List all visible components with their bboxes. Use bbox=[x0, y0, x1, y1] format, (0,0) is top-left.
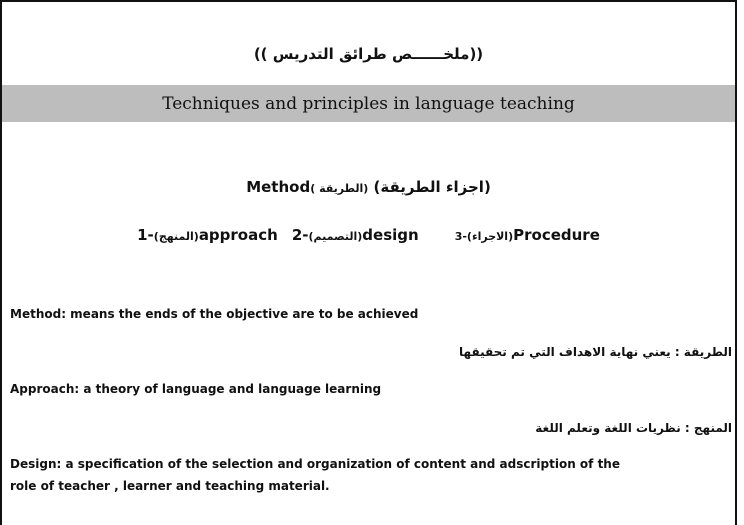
method-parts-ar: (اجزاء الطريقة) bbox=[373, 178, 491, 196]
page-title: ((ملخــــــص طرائق التدريس )) bbox=[253, 45, 484, 63]
part-procedure-ar: (الاجراء) bbox=[466, 230, 514, 243]
approach-definition-en: Approach: a theory of language and language learning bbox=[10, 382, 382, 396]
part-procedure-number: 3- bbox=[454, 230, 467, 243]
method-word: Method bbox=[246, 178, 311, 196]
part-design-number: 2- bbox=[291, 226, 309, 244]
part-procedure bbox=[455, 226, 600, 244]
part-approach-number: 1- bbox=[137, 226, 154, 244]
part-approach-ar: (المنهج) bbox=[153, 230, 199, 243]
part-approach-en: approach bbox=[198, 226, 278, 244]
part-design-en: design bbox=[362, 226, 419, 244]
method-definition-en: Method: means the ends of the objective are to be achieved bbox=[10, 307, 419, 321]
method-paren-ar: ( الطريقة) bbox=[310, 182, 369, 195]
method-definition-ar: الطريقة : يعني نهاية الاهداف التي تم تحقيقها bbox=[459, 345, 732, 359]
approach-definition-ar: المنهج : نظريات اللغة وتعلم اللغة bbox=[535, 421, 732, 435]
design-definition-line-2: role of teacher , learner and teaching material. bbox=[10, 479, 330, 493]
method-parts-line bbox=[0, 226, 737, 244]
part-design-ar: (التصميم) bbox=[308, 230, 363, 243]
banner-text: Techniques and principles in language teaching bbox=[162, 93, 575, 114]
part-approach bbox=[137, 226, 278, 244]
part-design bbox=[292, 226, 419, 244]
section-banner bbox=[2, 85, 735, 122]
part-procedure-en: Procedure bbox=[513, 226, 600, 244]
method-heading bbox=[0, 178, 737, 196]
design-definition-line-1: Design: a specification of the selection and organization of content and adscription of the bbox=[10, 457, 620, 471]
